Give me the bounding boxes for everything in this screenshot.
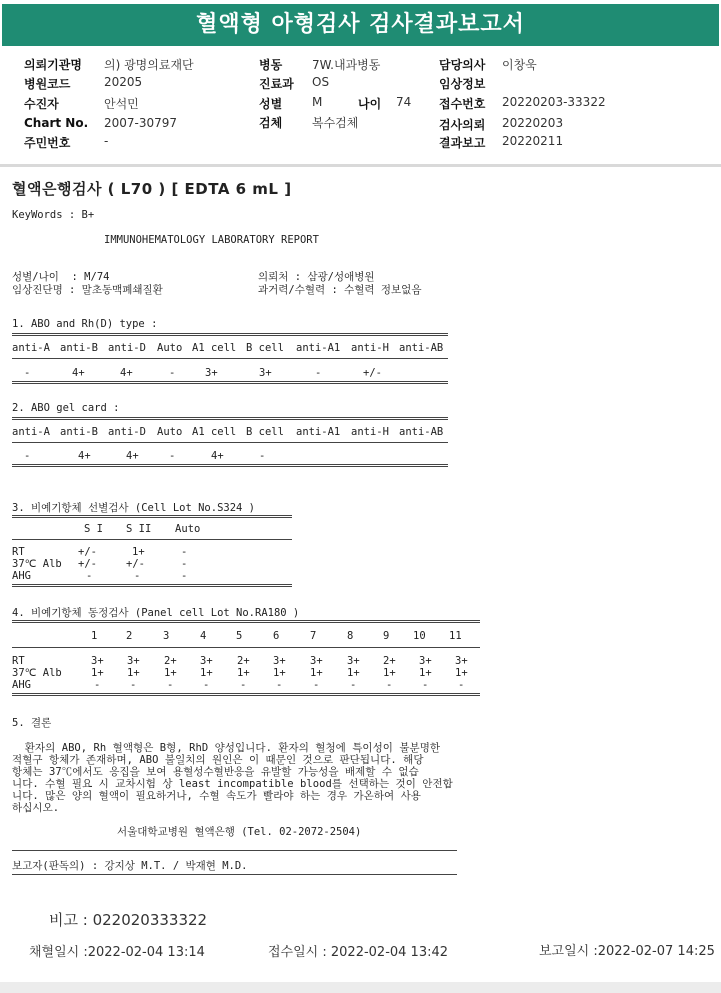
sec4-cell: 2+ — [164, 655, 177, 667]
sec1-header: anti-B — [60, 342, 98, 354]
sec4-header: 8 — [347, 630, 354, 642]
report-heading: IMMUNOHEMATOLOGY LABORATORY REPORT — [104, 234, 319, 246]
sec2-rule-top — [12, 417, 448, 420]
reporter: 보고자(판독의) : 강지상 M.T. / 박재현 M.D. — [12, 860, 248, 872]
sec4-header: 7 — [310, 630, 317, 642]
value-department: OS — [312, 75, 330, 89]
label-resident-no: 주민번호 — [24, 136, 71, 150]
label-attending-doctor: 담당의사 — [439, 58, 486, 72]
sec4-cell: 3+ — [419, 655, 432, 667]
label-specimen: 검체 — [259, 116, 283, 130]
sec1-title: 1. ABO and Rh(D) type : — [12, 318, 158, 330]
sec4-cell: - — [203, 679, 210, 691]
label-patient: 수진자 — [24, 97, 59, 111]
test-title: 혈액은행검사 ( L70 ) [ EDTA 6 mL ] — [12, 180, 292, 198]
header-info — [0, 50, 721, 162]
sec1-value: - — [169, 367, 176, 379]
sec4-cell: 3+ — [200, 655, 213, 667]
sec2-header-row — [12, 426, 448, 440]
value-patient: 안석민 — [104, 97, 139, 111]
sec2-header: anti-A — [12, 426, 50, 438]
sec1-value-row — [12, 367, 448, 381]
value-specimen: 복수검체 — [312, 116, 359, 130]
sec4-cell: - — [313, 679, 320, 691]
sec4-cell: 1+ — [419, 667, 432, 679]
sec4-cell: - — [240, 679, 247, 691]
sec4-cell: 1+ — [237, 667, 250, 679]
sec1-header: anti-A — [12, 342, 50, 354]
sec1-header: B cell — [246, 342, 284, 354]
sec4-cell: 1+ — [347, 667, 360, 679]
sec4-header: 10 — [413, 630, 426, 642]
sec1-rule-mid — [12, 358, 448, 359]
header-divider — [0, 164, 721, 167]
sec4-rule-mid — [12, 647, 480, 648]
sec3-cell: 1+ — [132, 546, 145, 558]
reporter-rule-bottom — [12, 874, 457, 875]
sec4-title: 4. 비예기항체 동정검사 (Panel cell Lot No.RA180 ) — [12, 607, 300, 619]
sec1-value: - — [315, 367, 322, 379]
sec4-header: 9 — [383, 630, 390, 642]
patient-referrer: 의뢰처 : 삼광/성애병원 — [258, 271, 375, 283]
sec4-header-row — [12, 630, 480, 644]
sec2-value: - — [24, 450, 31, 462]
sec3-cell: - — [181, 546, 188, 558]
sec2-value-row — [12, 450, 448, 464]
sec5-title: 5. 결론 — [12, 717, 52, 729]
sec4-cell: - — [167, 679, 174, 691]
sec3-rule-top — [12, 515, 292, 518]
sec2-value: 4+ — [211, 450, 224, 462]
label-hospital-code: 병원코드 — [24, 77, 71, 91]
sec2-header: anti-AB — [399, 426, 444, 438]
sec1-rule-top — [12, 333, 448, 336]
sec4-row-ahg — [12, 679, 480, 693]
value-attending-doctor: 이창욱 — [502, 58, 537, 72]
sec4-header: 1 — [91, 630, 98, 642]
label-clinical-info: 임상정보 — [439, 77, 486, 91]
sec2-value: 4+ — [126, 450, 139, 462]
sec2-value: - — [169, 450, 176, 462]
label-requesting-institution: 의뢰기관명 — [24, 58, 82, 72]
sec4-cell: 3+ — [347, 655, 360, 667]
sec2-header: A1 cell — [192, 426, 237, 438]
sec4-cell: 1+ — [164, 667, 177, 679]
sec4-row-label: RT — [12, 655, 25, 667]
label-department: 진료과 — [259, 77, 294, 91]
value-sex: M — [312, 95, 323, 109]
sec1-header-row — [12, 342, 448, 356]
sec4-cell: 1+ — [455, 667, 468, 679]
value-requesting-institution: 의) 광명의료재단 — [104, 58, 194, 72]
value-hospital-code: 20205 — [104, 75, 143, 89]
value-resident-no: - — [104, 134, 109, 148]
sec2-header: anti-B — [60, 426, 98, 438]
sec3-rule-bottom — [12, 584, 292, 587]
sec4-row-label: AHG — [12, 679, 31, 691]
sec4-cell: 2+ — [237, 655, 250, 667]
sec4-cell: 3+ — [91, 655, 104, 667]
value-receipt-no: 20220203-33322 — [502, 95, 606, 109]
sec2-header: B cell — [246, 426, 284, 438]
sec3-cell: +/- — [78, 546, 97, 558]
sec3-cell: - — [134, 570, 141, 582]
sec4-cell: - — [350, 679, 357, 691]
sec4-cell: 3+ — [127, 655, 140, 667]
sec4-rule-top — [12, 620, 480, 623]
reporter-rule-top — [12, 850, 457, 851]
sec3-title: 3. 비예기항체 선별검사 (Cell Lot No.S324 ) — [12, 502, 256, 514]
sec3-header: S I — [84, 523, 103, 535]
sec3-cell: - — [181, 570, 188, 582]
label-result-report: 결과보고 — [439, 136, 486, 150]
sec4-cell: 1+ — [91, 667, 104, 679]
sec1-header: A1 cell — [192, 342, 237, 354]
sec1-value: 3+ — [259, 367, 272, 379]
sec4-cell: - — [94, 679, 101, 691]
label-test-request: 검사의뢰 — [439, 118, 486, 132]
sec3-header: Auto — [175, 523, 201, 535]
sec4-cell: 1+ — [200, 667, 213, 679]
sec1-header: anti-H — [351, 342, 389, 354]
sec4-header: 11 — [449, 630, 462, 642]
sec2-header: anti-D — [108, 426, 146, 438]
sec3-rule-mid — [12, 539, 292, 540]
sec1-value: +/- — [363, 367, 382, 379]
value-result-report: 20220211 — [502, 134, 564, 148]
receipt-datetime: 접수일시 : 2022-02-04 13:42 — [268, 945, 449, 960]
sec4-cell: 1+ — [273, 667, 286, 679]
sec2-header: anti-A1 — [296, 426, 341, 438]
sec3-cell: +/- — [126, 558, 145, 570]
sec1-value: 3+ — [205, 367, 218, 379]
sec4-row-label: 37℃ Alb — [12, 667, 62, 679]
value-chart-no: 2007-30797 — [104, 116, 178, 130]
sec4-cell: - — [422, 679, 429, 691]
label-chart-no: Chart No. — [24, 116, 89, 130]
conclusion-line: 하십시오. — [12, 802, 60, 814]
sec1-header: anti-AB — [399, 342, 444, 354]
sec1-value: - — [24, 367, 31, 379]
sec3-row-label: RT — [12, 546, 25, 558]
sec4-cell: - — [276, 679, 283, 691]
sec1-header: anti-A1 — [296, 342, 341, 354]
keywords: KeyWords : B+ — [12, 209, 95, 221]
patient-history: 과거력/수혈력 : 수혈력 정보없음 — [258, 284, 422, 296]
sec2-rule-mid — [12, 442, 448, 443]
sec4-header: 5 — [236, 630, 243, 642]
sec1-value: 4+ — [120, 367, 133, 379]
sec1-header: Auto — [157, 342, 183, 354]
sec3-cell: - — [181, 558, 188, 570]
sec2-header: Auto — [157, 426, 183, 438]
sec2-rule-bottom — [12, 464, 448, 467]
sec3-header-row — [12, 523, 292, 537]
sec1-rule-bottom — [12, 381, 448, 384]
conclusion-line: 항체는 37℃에서도 응집을 보여 용혈성수혈반응을 유발할 가능성을 배제할 수 없습 — [12, 766, 419, 778]
value-test-request: 20220203 — [502, 116, 564, 130]
report-title: 혈액형 아형검사 검사결과보고서 — [2, 4, 719, 46]
sec3-cell: +/- — [78, 558, 97, 570]
sec4-header: 6 — [273, 630, 280, 642]
conclusion-line: 적혈구 항체가 존재하며, ABO 불일치의 원인은 이 때문인 것으로 판단됩니다. 해당 — [12, 754, 424, 766]
patient-sex-age: 성별/나이 : M/74 — [12, 271, 110, 283]
sec2-value: - — [259, 450, 266, 462]
collection-datetime: 채혈일시 :2022-02-04 13:14 — [29, 945, 205, 960]
value-age: 74 — [396, 95, 412, 109]
sec1-value: 4+ — [72, 367, 85, 379]
sec4-cell: 3+ — [310, 655, 323, 667]
value-ward: 7W.내과병동 — [312, 58, 381, 72]
sec4-cell: - — [458, 679, 465, 691]
sec4-header: 2 — [126, 630, 133, 642]
bottom-edge — [0, 982, 721, 993]
label-sex: 성별 — [259, 97, 283, 111]
sec2-header: anti-H — [351, 426, 389, 438]
sec4-cell: 2+ — [383, 655, 396, 667]
sec4-cell: 1+ — [310, 667, 323, 679]
lab-organization: 서울대학교병원 혈액은행 (Tel. 02-2072-2504) — [117, 826, 362, 838]
sec2-title: 2. ABO gel card : — [12, 402, 120, 414]
sec1-header: anti-D — [108, 342, 146, 354]
report-datetime: 보고일시 :2022-02-07 14:25 — [539, 944, 715, 959]
sec4-cell: 1+ — [383, 667, 396, 679]
sec3-header: S II — [126, 523, 152, 535]
conclusion-line: 환자의 ABO, Rh 혈액형은 B형, RhD 양성입니다. 환자의 혈청에 특이성이 불분명한 — [12, 742, 441, 754]
sec4-header: 4 — [200, 630, 207, 642]
sec4-cell: - — [130, 679, 137, 691]
sec4-cell: 1+ — [127, 667, 140, 679]
sec4-cell: 3+ — [273, 655, 286, 667]
sec3-row-label: AHG — [12, 570, 31, 582]
sec3-row-ahg — [12, 570, 292, 584]
label-receipt-no: 접수번호 — [439, 97, 486, 111]
note: 비고 : 022020333322 — [49, 911, 208, 929]
sec4-rule-bottom — [12, 693, 480, 696]
label-age: 나이 — [358, 97, 382, 111]
patient-diagnosis: 임상진단명 : 말초동맥폐쇄질환 — [12, 284, 163, 296]
sec4-cell: 3+ — [455, 655, 468, 667]
sec4-cell: - — [386, 679, 393, 691]
sec4-header: 3 — [163, 630, 170, 642]
conclusion-line: 니다. 수혈 필요 시 교차시험 상 least incompatible blood를 선택하는 것이 안전합 — [12, 778, 453, 790]
sec3-row-label: 37℃ Alb — [12, 558, 62, 570]
sec3-cell: - — [86, 570, 93, 582]
sec2-value: 4+ — [78, 450, 91, 462]
label-ward: 병동 — [259, 58, 283, 72]
conclusion-line: 니다. 많은 양의 혈액이 필요하거나, 수혈 속도가 빨라야 하는 경우 가온하여 사용 — [12, 790, 422, 802]
